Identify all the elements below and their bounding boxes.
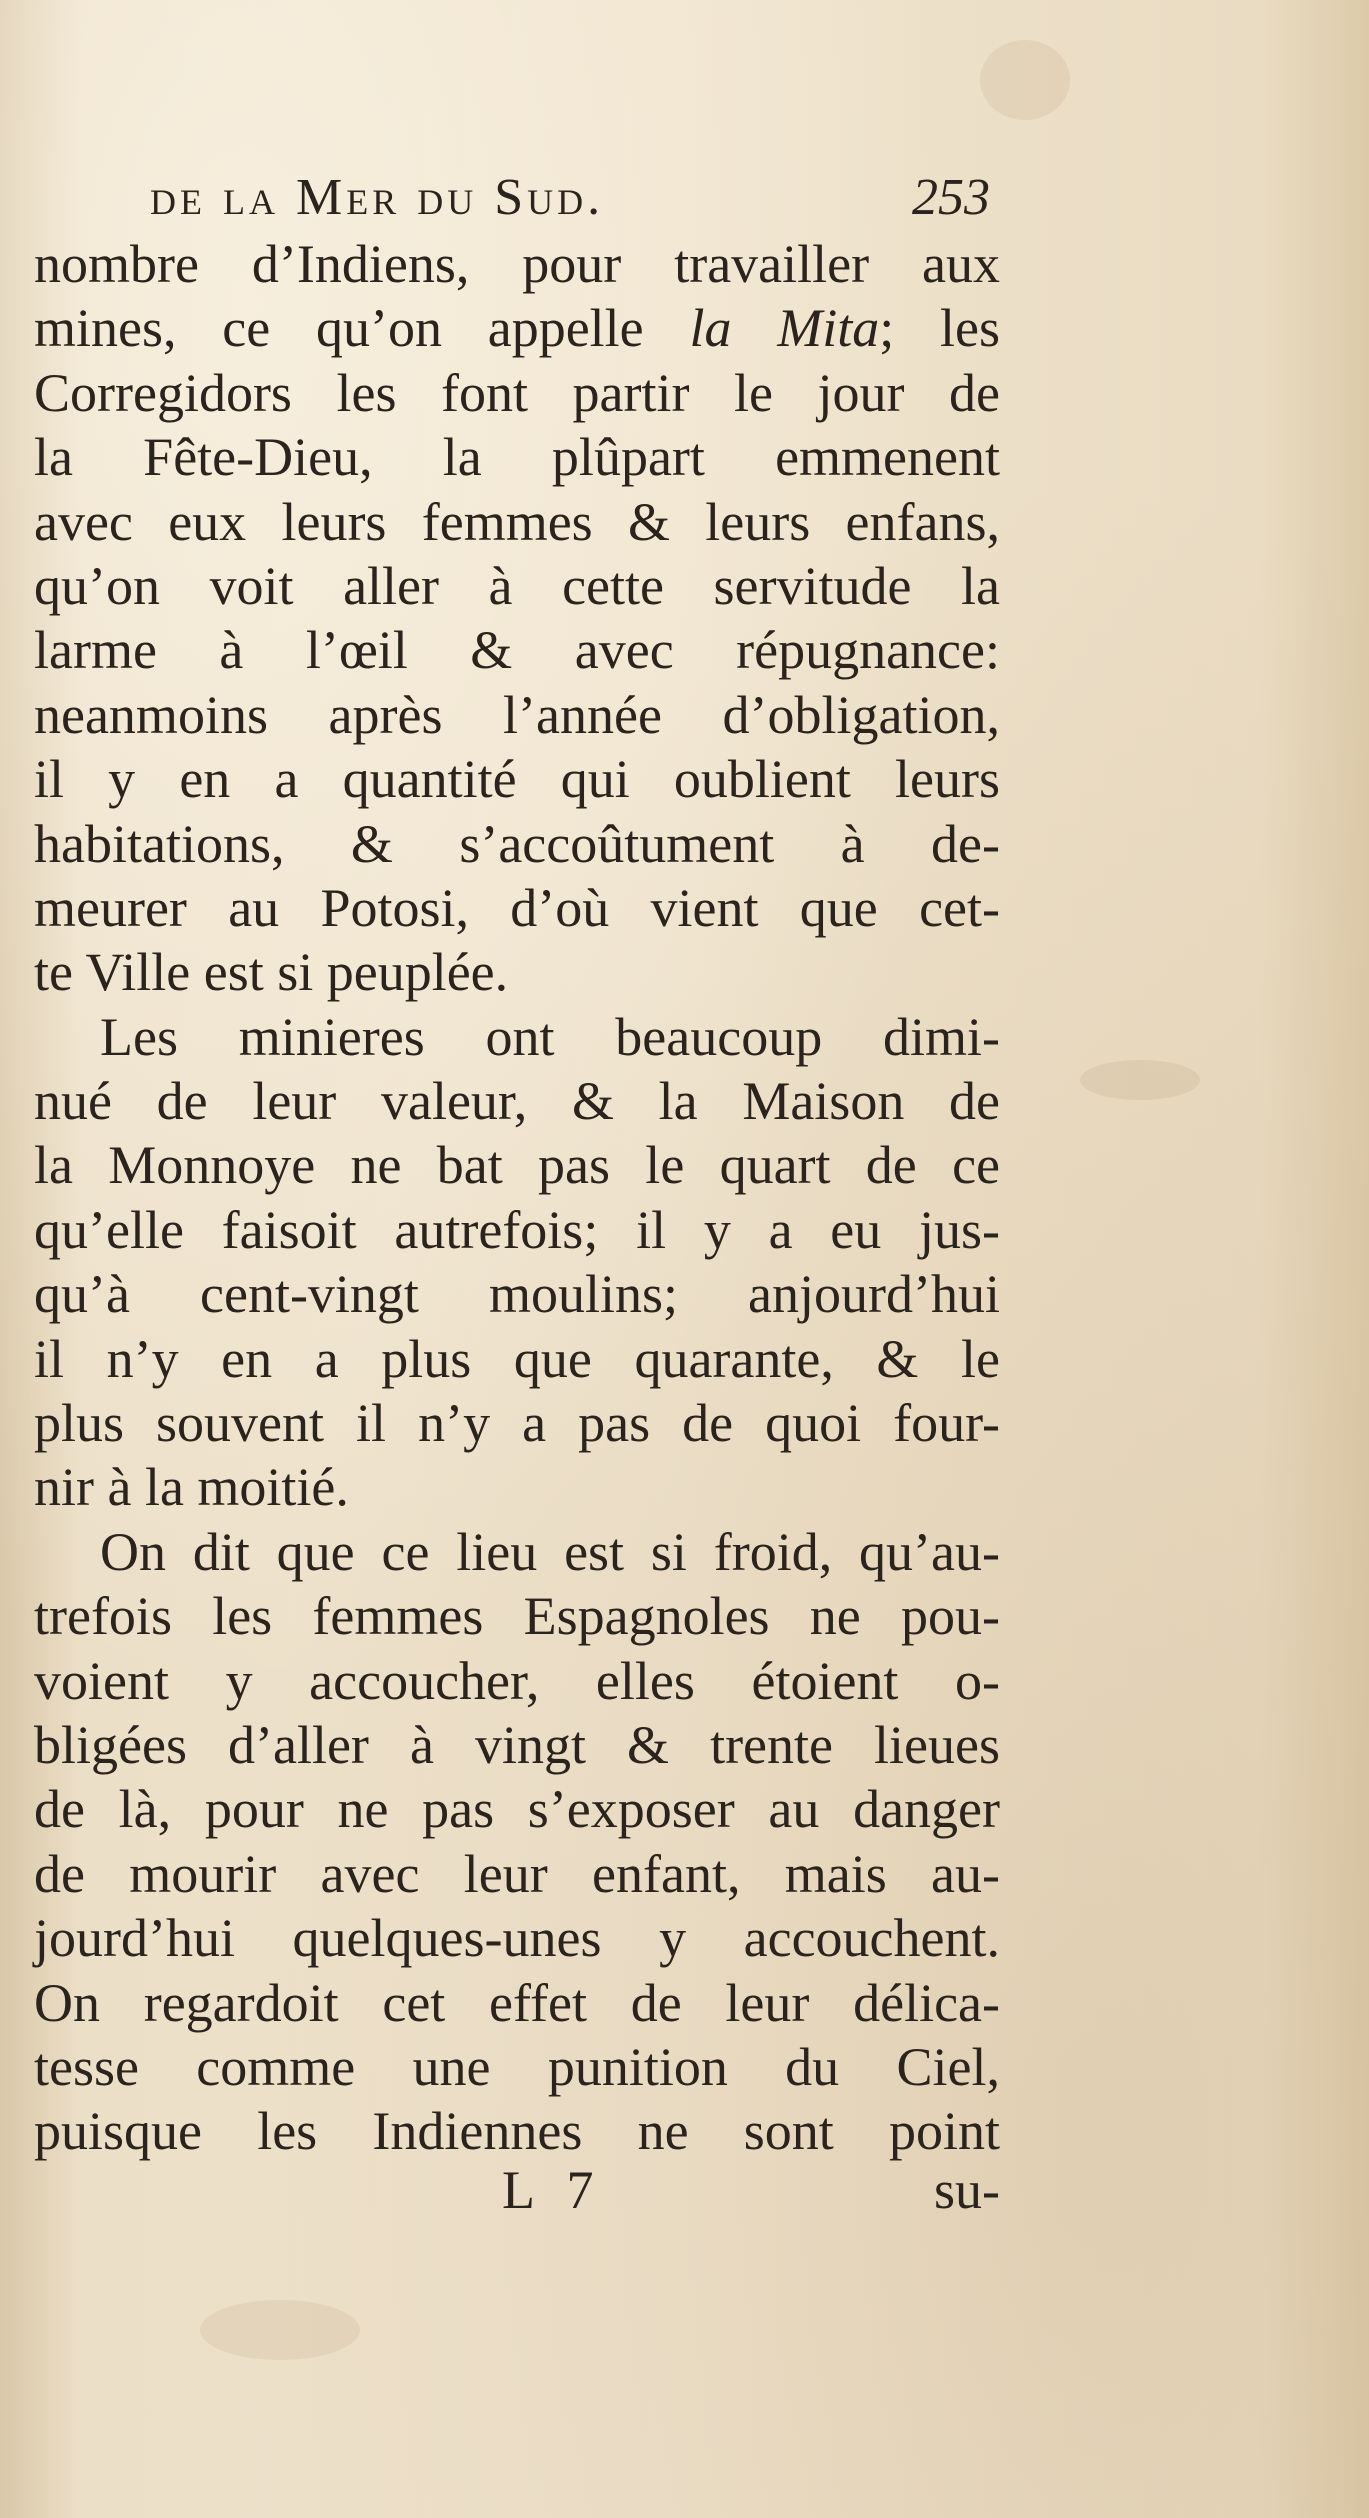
paper-stain: [1080, 1060, 1200, 1100]
text-line: larme à l’œil & avec répugnance:: [34, 620, 1000, 681]
text-line: il n’y en a plus que quarante, & le: [34, 1328, 1000, 1389]
text-line: tesse comme une punition du Ciel,: [34, 2036, 1000, 2097]
paper-stain: [980, 40, 1070, 120]
text-line: plus souvent il n’y a pas de quoi four-: [34, 1393, 1000, 1454]
signature-mark: L 7: [502, 2160, 604, 2220]
text-line: voient y accoucher, elles étoient o-: [34, 1650, 1000, 1711]
text-line: On regardoit cet effet de leur délica-: [34, 1972, 1000, 2033]
italic-term: la Mita: [689, 298, 880, 359]
text-line: avec eux leurs femmes & leurs enfans,: [34, 491, 1000, 552]
catchword: su-: [934, 2160, 1000, 2220]
text-line: Corregidors les font partir le jour de: [34, 362, 1000, 423]
text-line: de mourir avec leur enfant, mais au-: [34, 1843, 1000, 1904]
text-line: la Fête-Dieu, la plûpart emmenent: [34, 427, 1000, 488]
text-line: puisque les Indiennes ne sont point: [34, 2101, 1000, 2162]
running-header: [150, 168, 1000, 228]
text-line: qu’on voit aller à cette servitude la: [34, 555, 1000, 616]
paragraph-start: On dit que ce lieu est si froid, qu’au-: [100, 1521, 1000, 1582]
paper-stain: [200, 2300, 360, 2360]
text-line: qu’à cent-vingt moulins; anjourd’hui: [34, 1264, 1000, 1325]
running-title: de la Mer du Sud.: [150, 169, 605, 226]
text-line: te Ville est si peuplée.: [34, 942, 509, 1003]
body-text: [34, 232, 1000, 2164]
text-line: meurer au Potosi, d’où vient que cet-: [34, 877, 1000, 938]
text-line: habitations, & s’accoûtument à de-: [34, 813, 1000, 874]
page-footer: [34, 2158, 1000, 2222]
text-line-start: mines, ce qu’on appelle: [34, 298, 690, 359]
text-line: bligées d’aller à vingt & trente lieues: [34, 1714, 1000, 1775]
text-line: il y en a quantité qui oublient leurs: [34, 749, 1000, 810]
text-line: qu’elle faisoit autrefois; il y a eu jus-: [34, 1199, 1000, 1260]
text-line: jourd’hui quelques-unes y accouchent.: [34, 1908, 1000, 1969]
text-line: nombre d’Indiens, pour travailler aux: [34, 234, 1000, 294]
page-number: 253: [912, 169, 990, 226]
text-line: [34, 296, 1000, 360]
text-line: la Monnoye ne bat pas le quart de ce: [34, 1135, 1000, 1196]
text-line: trefois les femmes Espagnoles ne pou-: [34, 1586, 1000, 1647]
text-line: nir à la moitié.: [34, 1457, 349, 1518]
paragraph-start: Les minieres ont beaucoup dimi-: [100, 1006, 1000, 1067]
text-line: nué de leur valeur, & la Maison de: [34, 1071, 1000, 1132]
text-line: neanmoins après l’année d’obligation,: [34, 684, 1000, 745]
text-line-end: ; les: [879, 298, 1000, 359]
text-line: de là, pour ne pas s’exposer au danger: [34, 1779, 1000, 1840]
